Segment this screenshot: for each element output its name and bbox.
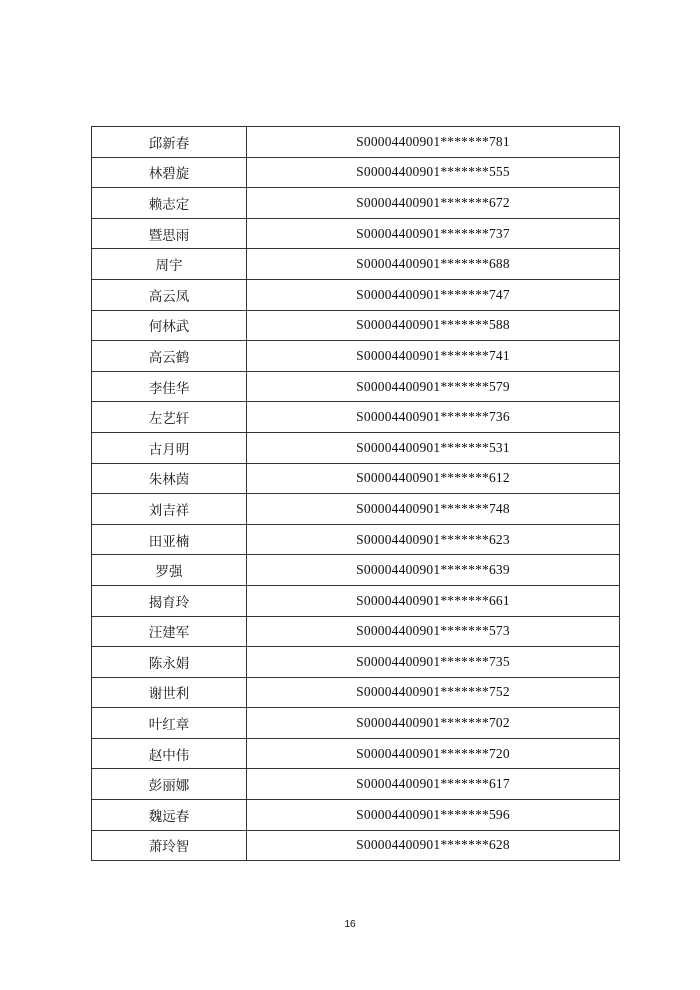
- name-cell: 左艺轩: [92, 402, 247, 433]
- table-row: [92, 249, 620, 280]
- id-cell: S00004400901*******617: [247, 769, 620, 800]
- id-cell: S00004400901*******672: [247, 188, 620, 219]
- table-row: [92, 708, 620, 739]
- name-cell: 暨思雨: [92, 218, 247, 249]
- table-row: [92, 188, 620, 219]
- name-cell: 周宇: [92, 249, 247, 280]
- roster-table-body: [92, 127, 620, 861]
- table-row: [92, 402, 620, 433]
- table-row: [92, 371, 620, 402]
- id-cell: S00004400901*******748: [247, 494, 620, 525]
- id-cell: S00004400901*******573: [247, 616, 620, 647]
- table-row: [92, 218, 620, 249]
- id-cell: S00004400901*******555: [247, 157, 620, 188]
- id-cell: S00004400901*******735: [247, 647, 620, 678]
- name-cell: 叶红章: [92, 708, 247, 739]
- id-cell: S00004400901*******752: [247, 677, 620, 708]
- id-cell: S00004400901*******747: [247, 279, 620, 310]
- table-row: [92, 279, 620, 310]
- table-row: [92, 800, 620, 831]
- id-cell: S00004400901*******623: [247, 524, 620, 555]
- roster-table: [91, 126, 620, 861]
- id-cell: S00004400901*******741: [247, 341, 620, 372]
- name-cell: 魏远春: [92, 800, 247, 831]
- table-row: [92, 524, 620, 555]
- table-row: [92, 157, 620, 188]
- id-cell: S00004400901*******531: [247, 432, 620, 463]
- name-cell: 赵中伟: [92, 738, 247, 769]
- table-row: [92, 463, 620, 494]
- name-cell: 萧玲智: [92, 830, 247, 861]
- id-cell: S00004400901*******688: [247, 249, 620, 280]
- name-cell: 古月明: [92, 432, 247, 463]
- name-cell: 何林武: [92, 310, 247, 341]
- table-row: [92, 738, 620, 769]
- table-row: [92, 310, 620, 341]
- id-cell: S00004400901*******596: [247, 800, 620, 831]
- id-cell: S00004400901*******612: [247, 463, 620, 494]
- name-cell: 朱林茵: [92, 463, 247, 494]
- table-row: [92, 127, 620, 158]
- name-cell: 赖志定: [92, 188, 247, 219]
- table-row: [92, 616, 620, 647]
- id-cell: S00004400901*******579: [247, 371, 620, 402]
- name-cell: 谢世利: [92, 677, 247, 708]
- table-row: [92, 432, 620, 463]
- id-cell: S00004400901*******639: [247, 555, 620, 586]
- table-row: [92, 585, 620, 616]
- name-cell: 邱新春: [92, 127, 247, 158]
- id-cell: S00004400901*******628: [247, 830, 620, 861]
- id-cell: S00004400901*******588: [247, 310, 620, 341]
- page-number: 16: [344, 919, 356, 930]
- id-cell: S00004400901*******720: [247, 738, 620, 769]
- name-cell: 高云凤: [92, 279, 247, 310]
- name-cell: 彭丽娜: [92, 769, 247, 800]
- name-cell: 罗强: [92, 555, 247, 586]
- table-row: [92, 677, 620, 708]
- table-row: [92, 647, 620, 678]
- table-row: [92, 494, 620, 525]
- id-cell: S00004400901*******737: [247, 218, 620, 249]
- id-cell: S00004400901*******736: [247, 402, 620, 433]
- table-row: [92, 769, 620, 800]
- id-cell: S00004400901*******702: [247, 708, 620, 739]
- id-cell: S00004400901*******661: [247, 585, 620, 616]
- name-cell: 刘吉祥: [92, 494, 247, 525]
- table-row: [92, 341, 620, 372]
- table-row: [92, 555, 620, 586]
- name-cell: 揭育玲: [92, 585, 247, 616]
- name-cell: 李佳华: [92, 371, 247, 402]
- id-cell: S00004400901*******781: [247, 127, 620, 158]
- name-cell: 陈永娟: [92, 647, 247, 678]
- name-cell: 汪建军: [92, 616, 247, 647]
- table-row: [92, 830, 620, 861]
- name-cell: 高云鹤: [92, 341, 247, 372]
- name-cell: 林碧旋: [92, 157, 247, 188]
- name-cell: 田亚楠: [92, 524, 247, 555]
